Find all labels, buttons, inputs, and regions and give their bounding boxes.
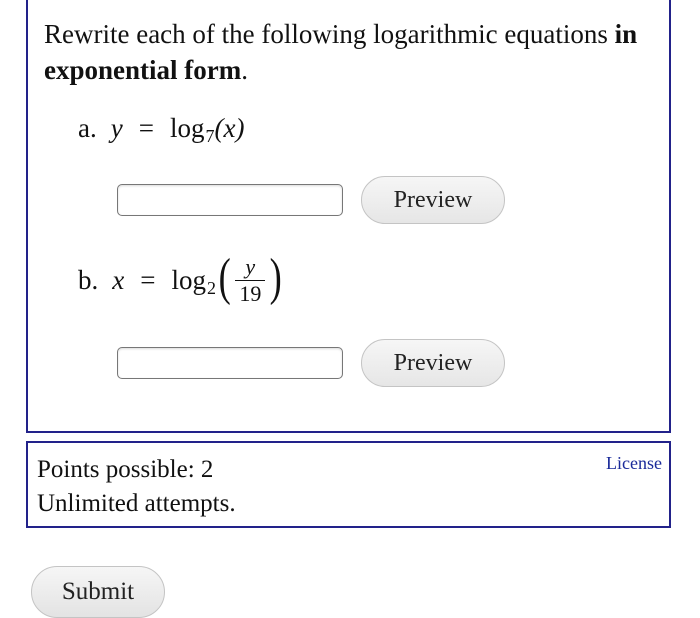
license-link[interactable]: License <box>606 453 662 473</box>
part-a-equation <box>111 113 245 144</box>
part-b-preview-button[interactable]: Preview <box>361 339 505 387</box>
question-prompt <box>44 16 644 88</box>
part-b-numerator: y <box>245 253 256 279</box>
part-b-answer-input[interactable] <box>117 347 343 379</box>
attempts-info: Unlimited attempts. <box>37 490 236 517</box>
prompt-bold-exponential-form: exponential form <box>44 55 242 85</box>
part-b-close-paren: ) <box>269 249 283 306</box>
submit-button[interactable]: Submit <box>31 566 165 618</box>
part-b-equation <box>112 249 284 307</box>
part-b-equals: = <box>140 264 156 295</box>
part-a-letter: a. <box>78 112 97 143</box>
question-info-box <box>26 441 671 528</box>
part-a-equals: = <box>138 112 154 143</box>
part-b-fraction <box>235 254 265 307</box>
part-a-lhs: y <box>110 112 123 143</box>
part-b-log: log <box>171 264 206 295</box>
part-a-answer-input[interactable] <box>117 184 343 216</box>
part-b-open-paren: ( <box>218 249 231 306</box>
prompt-text: Rewrite each of the following logarithmic equations <box>44 19 615 49</box>
part-a-preview-button[interactable]: Preview <box>361 176 505 224</box>
part-b-lhs: x <box>112 264 125 295</box>
part-b-letter: b. <box>78 264 99 295</box>
points-possible: Points possible: 2 <box>37 456 214 483</box>
question-box <box>26 0 671 433</box>
part-a-base: 7 <box>205 125 215 146</box>
part-a-argument: (x) <box>214 112 245 143</box>
prompt-bold-in: in <box>614 19 638 49</box>
part-b-base: 2 <box>206 277 216 298</box>
part-a-log: log <box>169 112 205 143</box>
prompt-period: . <box>241 55 248 85</box>
part-b-denominator: 19 <box>239 280 262 306</box>
part-a <box>78 110 244 146</box>
question-info <box>37 453 236 521</box>
part-b <box>78 248 285 312</box>
